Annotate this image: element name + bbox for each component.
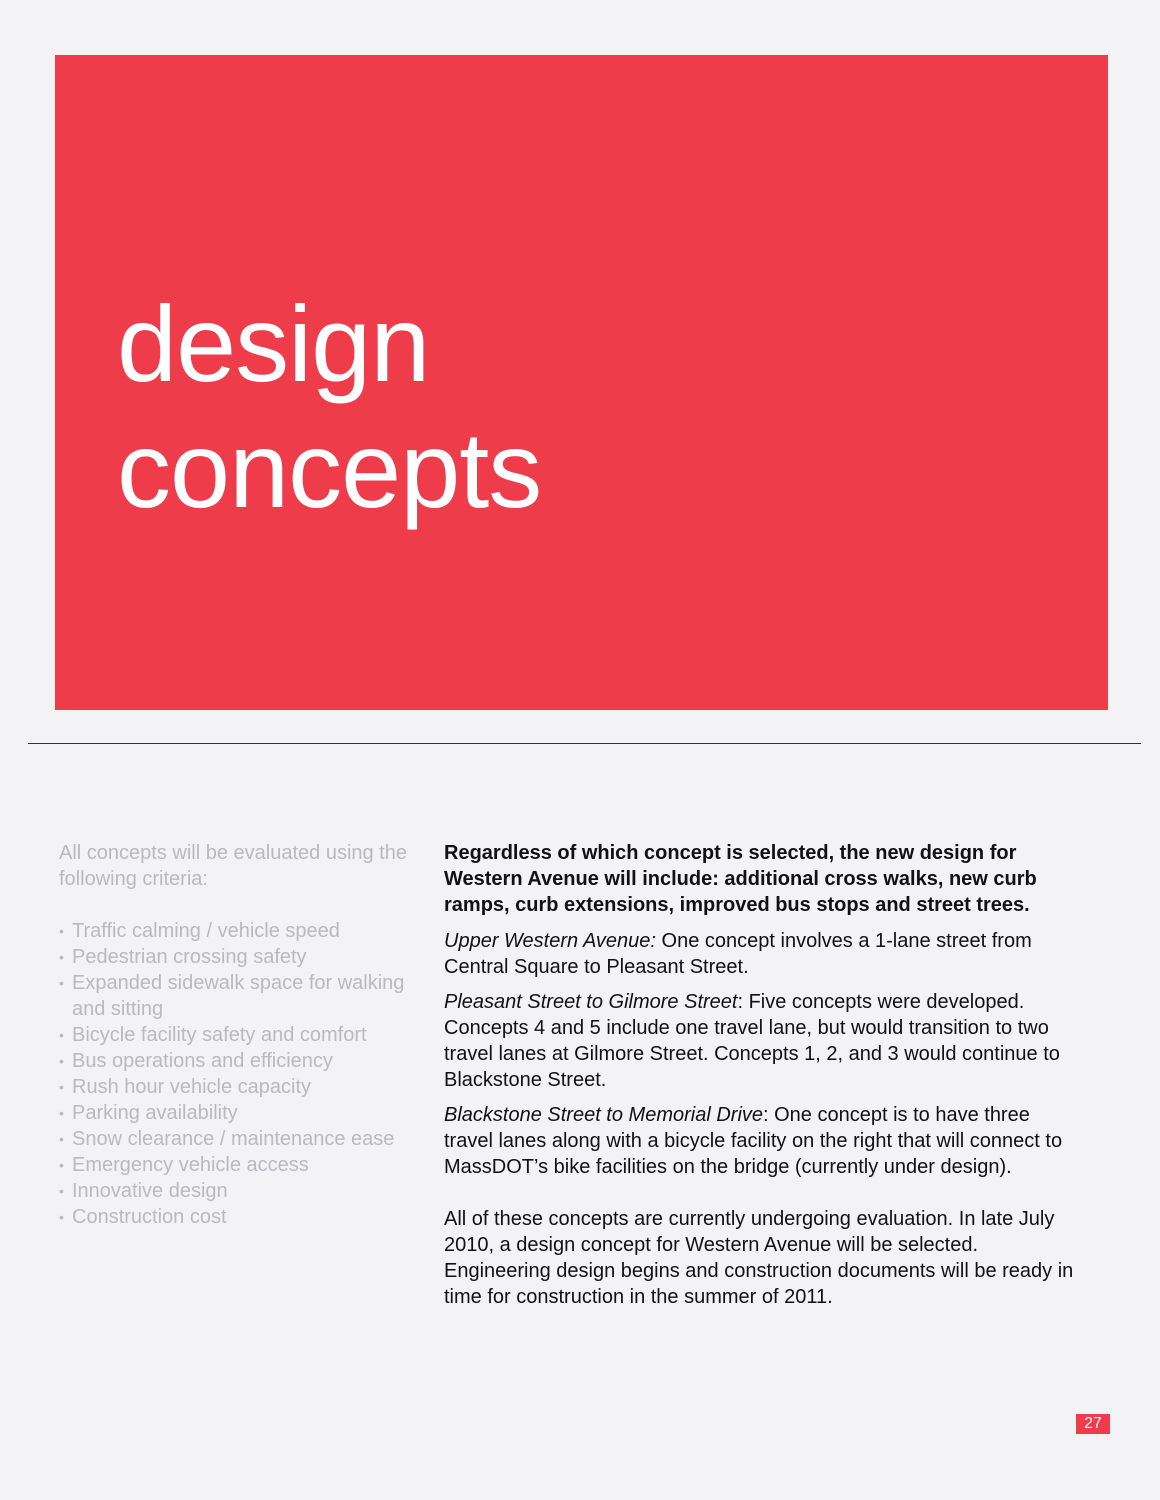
section-text: : One concept is to have three travel lanes along with a bicycle facility on the right that will connect to MassDOT’s bike facilities on the bridge (currently under design). (444, 1104, 1063, 1178)
horizontal-divider (28, 743, 1141, 744)
criteria-item: • Innovative design (59, 1178, 419, 1204)
section-heading: Blackstone Street to Memorial Drive (444, 1104, 764, 1126)
section-heading: Pleasant Street to Gilmore Street (444, 991, 738, 1013)
criteria-item: • Snow clearance / maintenance ease (59, 1126, 419, 1152)
section-pleasant-gilmore (444, 989, 1084, 1093)
section-blackstone-memorial (444, 1102, 1084, 1180)
title-line-1: design (117, 283, 430, 404)
section-upper-western (444, 928, 1084, 980)
criteria-item: • Parking availability (59, 1100, 419, 1126)
hero-banner (55, 55, 1108, 710)
lead-paragraph: Regardless of which concept is selected, the new design for Western Avenue will include: additional cross walks, new curb ramps, curb extensions, improved bus stops and street trees. (444, 842, 1037, 916)
criteria-item: • Emergency vehicle access (59, 1152, 419, 1178)
page-number: 27 (1076, 1414, 1110, 1434)
criteria-item: • Expanded sidewalk space for walking and sitting (59, 970, 419, 1022)
section-heading: Upper Western Avenue: (444, 930, 656, 952)
criteria-item: • Bus operations and efficiency (59, 1048, 419, 1074)
criteria-item: • Pedestrian crossing safety (59, 944, 419, 970)
criteria-list (59, 918, 419, 1230)
section-text: One concept involves a 1-lane street from Central Square to Pleasant Street. (444, 930, 1032, 978)
page-title (117, 281, 541, 533)
criteria-intro: All concepts will be evaluated using the following criteria: (59, 842, 407, 890)
main-content (444, 840, 1084, 1319)
section-text: : Five concepts were developed. Concepts 4 and 5 include one travel lane, but would transition to two travel lanes at Gilmore Street. Concepts 1, 2, and 3 would continue to Blackstone Street. (444, 991, 1060, 1091)
criteria-item: • Construction cost (59, 1204, 419, 1230)
criteria-item: • Bicycle facility safety and comfort (59, 1022, 419, 1048)
criteria-sidebar (59, 840, 419, 1230)
criteria-item: • Rush hour vehicle capacity (59, 1074, 419, 1100)
criteria-item: • Traffic calming / vehicle speed (59, 918, 419, 944)
closing-paragraph: All of these concepts are currently undergoing evaluation. In late July 2010, a design concept for Western Avenue will be selected. Engineering design begins and construction documents will be ready in time for construction in the summer of 2011. (444, 1208, 1074, 1308)
title-line-2: concepts (117, 409, 542, 530)
